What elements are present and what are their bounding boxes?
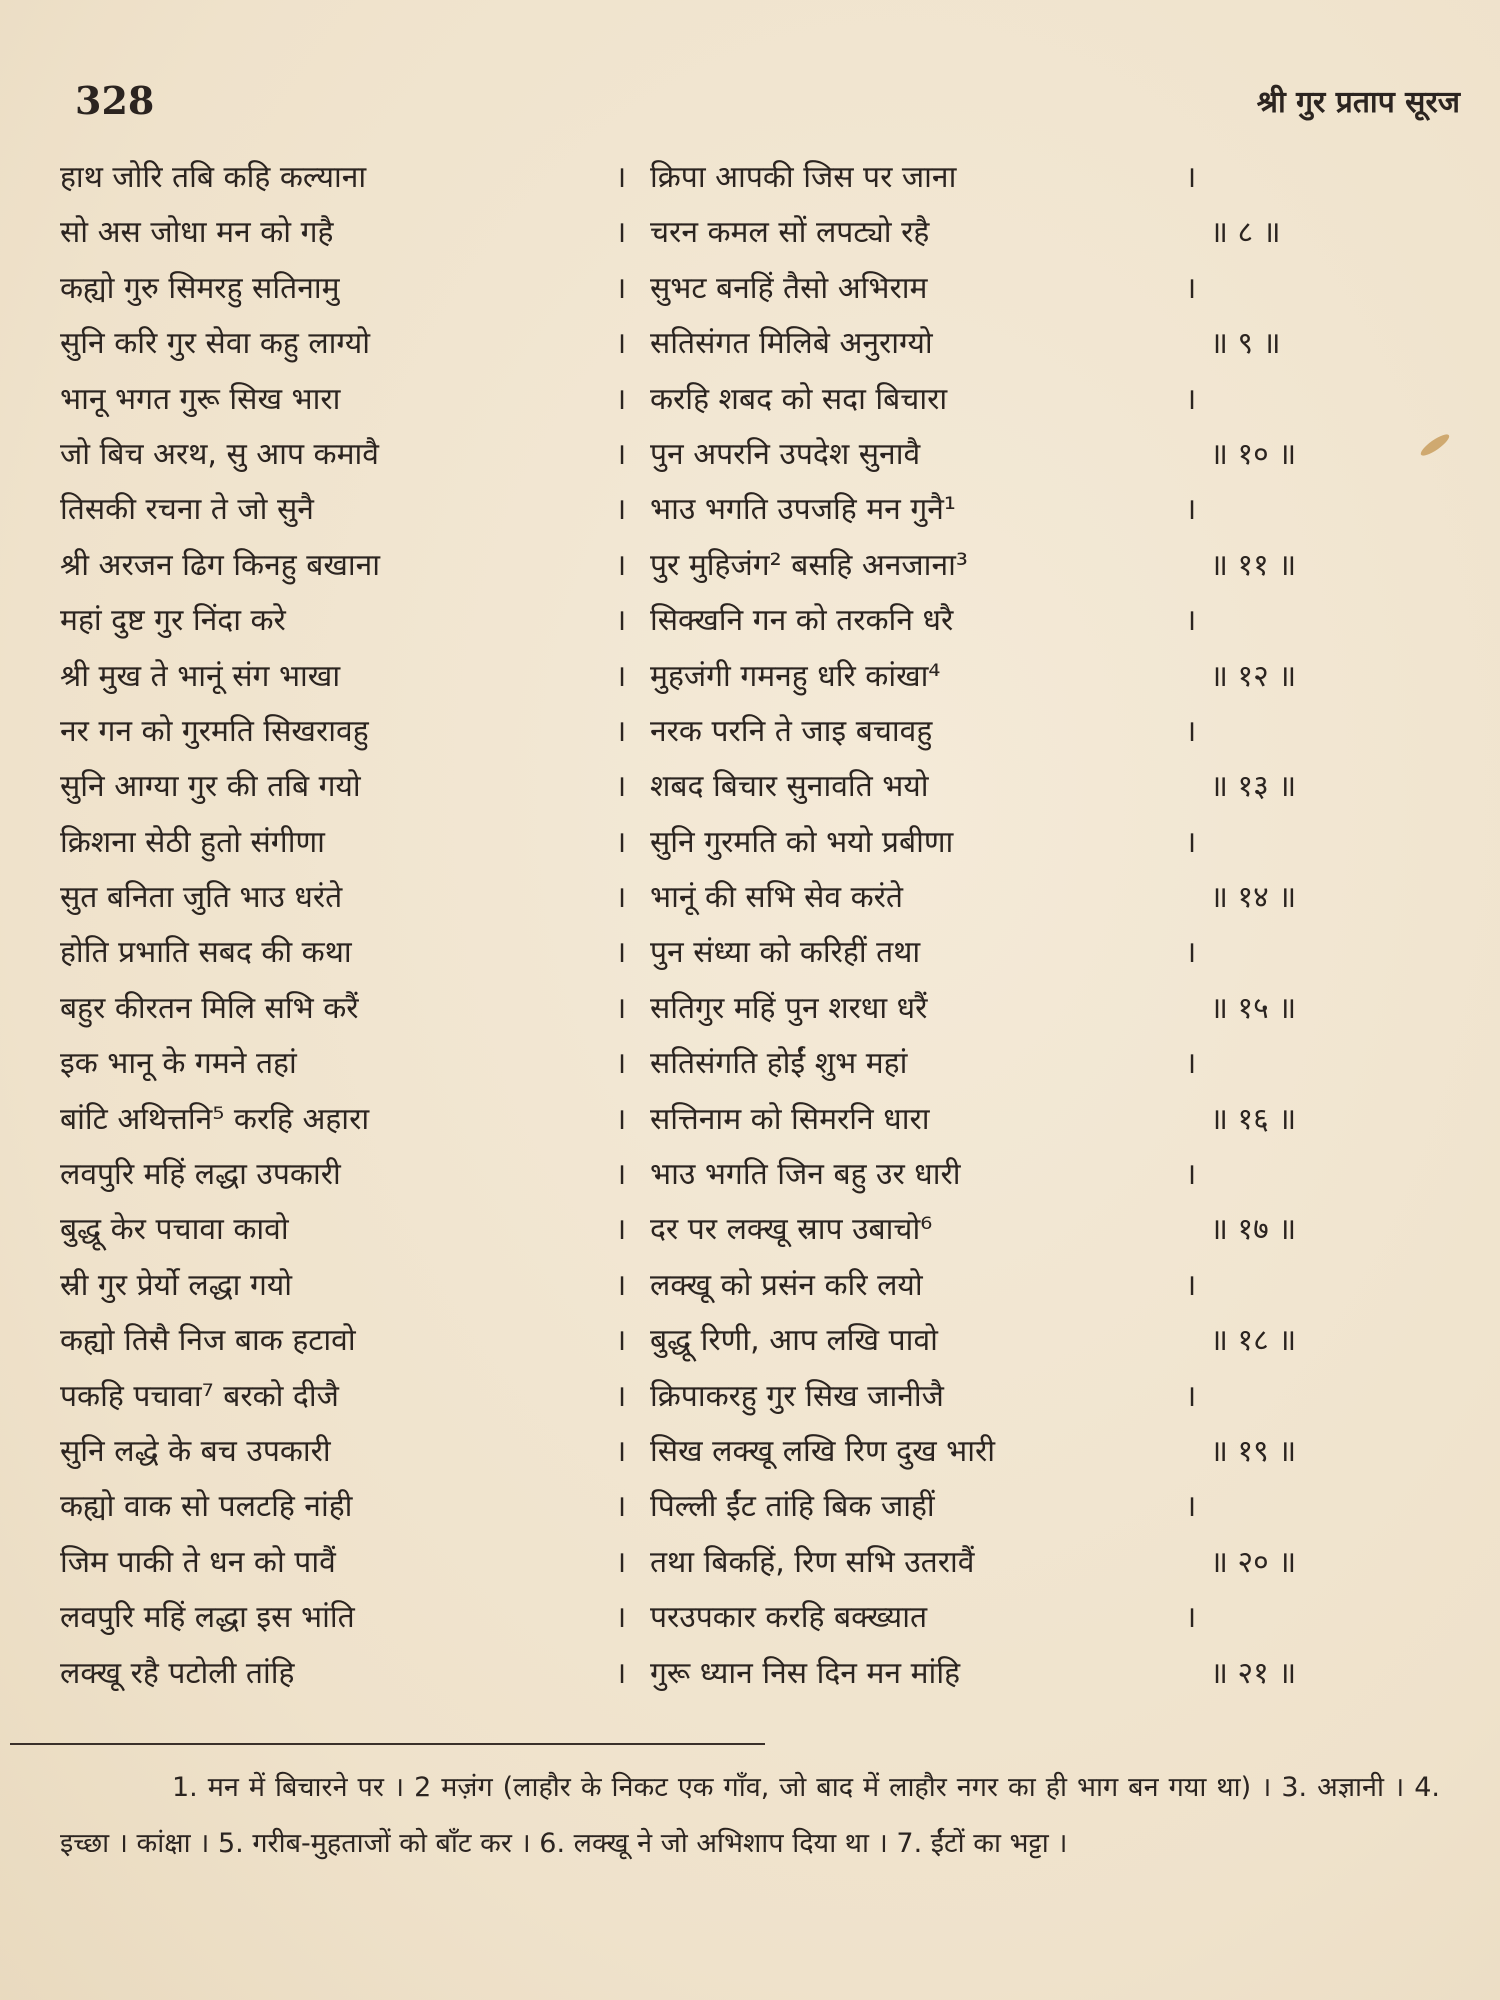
- verse-first-half: जो बिच अरथ, सु आप कमावै: [60, 436, 379, 472]
- verse-first-half: लक्खू रहै पटोली तांहि: [60, 1655, 295, 1691]
- verse-separator: ।: [615, 547, 627, 583]
- verse-line: [60, 815, 1300, 870]
- verse-line: [60, 870, 1300, 925]
- verse-number: ॥ १३ ॥: [1210, 769, 1297, 805]
- verse-end-mark: ।: [1185, 1489, 1197, 1525]
- page-number: 328: [75, 78, 155, 123]
- verse-first-half: सुत बनिता जुति भाउ धरंते: [60, 880, 343, 916]
- verse-first-half: कह्यो गुरु सिमरहु सतिनामु: [60, 270, 340, 306]
- verse-line: [60, 1479, 1300, 1534]
- verse-second-half: गुरू ध्यान निस दिन मन मांहि: [650, 1655, 961, 1691]
- verse-separator: ।: [615, 326, 627, 362]
- verse-separator: ।: [615, 658, 627, 694]
- verse-first-half: इक भानू के गमने तहां: [60, 1046, 297, 1082]
- verse-second-half: भानूं की सभि सेव करंते: [650, 880, 903, 916]
- verse-second-half: सतिसंगत मिलिबे अनुराग्यो: [650, 326, 933, 362]
- verse-separator: ।: [615, 215, 627, 251]
- verse-first-half: हाथ जोरि तबि कहि कल्याना: [60, 160, 367, 195]
- verse-second-half: भाउ भगति उपजहि मन गुनै¹: [650, 492, 956, 528]
- verse-separator: ।: [615, 603, 627, 639]
- verse-line: [60, 316, 1300, 371]
- verse-second-half: सत्तिनाम को सिमरनि धारा: [650, 1101, 930, 1137]
- verse-separator: ।: [615, 1544, 627, 1580]
- verse-line: [60, 1590, 1300, 1645]
- verse-separator: ।: [615, 1489, 627, 1525]
- verse-second-half: तथा बिकहिं, रिण सभि उतरावैं: [650, 1544, 975, 1580]
- verse-second-half: पुन संध्या को करिहीं तथा: [650, 935, 921, 971]
- verse-line: [60, 205, 1300, 260]
- verse-number: ॥ १४ ॥: [1210, 880, 1297, 916]
- verse-line: [60, 1646, 1300, 1701]
- verse-block: [60, 150, 1300, 1701]
- verse-first-half: स्री गुर प्रेर्यो लद्धा गयो: [60, 1267, 293, 1303]
- stain-mark: [1418, 431, 1452, 459]
- verse-second-half: क्रिपाकरहु गुर सिख जानीजै: [650, 1378, 944, 1414]
- verse-line: [60, 372, 1300, 427]
- verse-first-half: सुनि आग्या गुर की तबि गयो: [60, 769, 361, 805]
- verse-separator: ।: [615, 990, 627, 1026]
- verse-end-mark: ।: [1185, 1046, 1197, 1082]
- verse-separator: ।: [615, 1101, 627, 1137]
- verse-end-mark: ।: [1185, 1378, 1197, 1414]
- verse-end-mark: ।: [1185, 160, 1197, 195]
- verse-second-half: सिख लक्खू लखि रिण दुख भारी: [650, 1433, 996, 1469]
- verse-separator: ।: [615, 1600, 627, 1636]
- verse-number: ॥ ८ ॥: [1210, 215, 1281, 251]
- book-title: श्री गुर प्रताप सूरज: [1256, 85, 1460, 120]
- verse-second-half: सिक्खनि गन को तरकनि धरै: [650, 603, 954, 639]
- verse-line: [60, 759, 1300, 814]
- verse-line: [60, 150, 1300, 205]
- verse-line: [60, 1202, 1300, 1257]
- footnote-rule: [10, 1743, 765, 1745]
- verse-second-half: सतिगुर महिं पुन शरधा धरैं: [650, 990, 928, 1026]
- verse-second-half: सतिसंगति होईं शुभ महां: [650, 1046, 908, 1082]
- verse-line: [60, 261, 1300, 316]
- verse-separator: ।: [615, 160, 627, 195]
- verse-separator: ।: [615, 1046, 627, 1082]
- verse-line: [60, 427, 1300, 482]
- verse-separator: ।: [615, 1433, 627, 1469]
- verse-end-mark: ।: [1185, 492, 1197, 528]
- verse-second-half: दर पर लक्खू स्राप उबाचो⁶: [650, 1212, 933, 1248]
- verse-end-mark: ।: [1185, 935, 1197, 971]
- verse-separator: ।: [615, 713, 627, 749]
- verse-second-half: पिल्ली ईंट तांहि बिक जाहीं: [650, 1489, 935, 1525]
- verse-first-half: श्री अरजन ढिग किनहु बखाना: [60, 547, 381, 583]
- verse-first-half: जिम पाकी ते धन को पावैं: [60, 1544, 336, 1580]
- verse-line: [60, 1535, 1300, 1590]
- verse-end-mark: ।: [1185, 603, 1197, 639]
- verse-second-half: सुनि गुरमति को भयो प्रबीणा: [650, 824, 954, 860]
- verse-number: ॥ ९ ॥: [1210, 326, 1281, 362]
- verse-number: ॥ १० ॥: [1210, 436, 1297, 472]
- verse-second-half: परउपकार करहि बक्ख्यात: [650, 1600, 928, 1636]
- verse-number: ॥ १७ ॥: [1210, 1212, 1297, 1248]
- verse-second-half: शबद बिचार सुनावति भयो: [650, 769, 929, 805]
- verse-separator: ।: [615, 935, 627, 971]
- verse-second-half: पुर मुहिजंग² बसहि अनजाना³: [650, 547, 968, 583]
- verse-separator: ।: [615, 1323, 627, 1359]
- verse-end-mark: ।: [1185, 824, 1197, 860]
- verse-separator: ।: [615, 1378, 627, 1414]
- verse-line: [60, 593, 1300, 648]
- verse-separator: ।: [615, 1212, 627, 1248]
- verse-number: ॥ १९ ॥: [1210, 1433, 1297, 1469]
- verse-first-half: सो अस जोधा मन को गहै: [60, 215, 334, 251]
- verse-first-half: तिसकी रचना ते जो सुनै: [60, 492, 314, 528]
- verse-second-half: बुद्धू रिणी, आप लखि पावो: [650, 1323, 938, 1359]
- verse-first-half: लवपुरि महिं लद्धा उपकारी: [60, 1157, 341, 1193]
- verse-separator: ।: [615, 824, 627, 860]
- verse-separator: ।: [615, 769, 627, 805]
- verse-line: [60, 538, 1300, 593]
- verse-second-half: सुभट बनहिं तैसो अभिराम: [650, 270, 928, 306]
- verse-line: [60, 1258, 1300, 1313]
- verse-line: [60, 981, 1300, 1036]
- verse-separator: ।: [615, 1655, 627, 1691]
- verse-line: [60, 1147, 1300, 1202]
- verse-separator: ।: [615, 492, 627, 528]
- verse-number: ॥ १६ ॥: [1210, 1101, 1297, 1137]
- verse-line: [60, 649, 1300, 704]
- verse-number: ॥ १५ ॥: [1210, 990, 1297, 1026]
- verse-line: [60, 704, 1300, 759]
- footnote-text: 1. मन में बिचारने पर । 2 मज़ंग (लाहौर के निकट एक गाँव, जो बाद में लाहौर नगर का ही भाग बन गया था) । 3. अज्ञानी । 4. इच्छा । कांक्षा । 5. गरीब-मुहताजों को बाँट कर । 6. लक्खू ने जो अभिशाप दिया था । 7. ईंटों का भट्टा ।: [60, 1772, 1440, 1859]
- verse-separator: ।: [615, 1157, 627, 1193]
- verse-separator: ।: [615, 381, 627, 417]
- verse-first-half: कह्यो वाक सो पलटहि नांही: [60, 1489, 353, 1525]
- verse-end-mark: ।: [1185, 1267, 1197, 1303]
- verse-first-half: श्री मुख ते भानूं संग भाखा: [60, 658, 341, 694]
- verse-line: [60, 482, 1300, 537]
- verse-first-half: पकहि पचावा⁷ बरको दीजै: [60, 1378, 339, 1414]
- verse-line: [60, 1036, 1300, 1091]
- verse-end-mark: ।: [1185, 1600, 1197, 1636]
- verse-line: [60, 1424, 1300, 1479]
- verse-first-half: क्रिशना सेठी हुतो संगीणा: [60, 824, 325, 860]
- verse-second-half: मुहजंगी गमनहु धरि कांखा⁴: [650, 658, 941, 694]
- verse-first-half: कह्यो तिसै निज बाक हटावो: [60, 1323, 356, 1359]
- verse-first-half: लवपुरि महिं लद्धा इस भांति: [60, 1600, 355, 1636]
- verse-second-half: पुन अपरनि उपदेश सुनावै: [650, 436, 921, 472]
- verse-second-half: क्रिपा आपकी जिस पर जाना: [650, 160, 957, 195]
- verse-number: ॥ १८ ॥: [1210, 1323, 1297, 1359]
- verse-separator: ।: [615, 436, 627, 472]
- verse-end-mark: ।: [1185, 713, 1197, 749]
- verse-second-half: नरक परनि ते जाइ बचावहु: [650, 713, 933, 749]
- verse-end-mark: ।: [1185, 381, 1197, 417]
- verse-number: ॥ २० ॥: [1210, 1544, 1297, 1580]
- verse-second-half: करहि शबद को सदा बिचारा: [650, 381, 948, 417]
- verse-second-half: लक्खू को प्रसंन करि लयो: [650, 1267, 923, 1303]
- verse-first-half: सुनि लद्धे के बच उपकारी: [60, 1433, 331, 1469]
- verse-separator: ।: [615, 1267, 627, 1303]
- verse-second-half: चरन कमल सों लपट्यो रहै: [650, 215, 930, 251]
- verse-number: ॥ ११ ॥: [1210, 547, 1297, 583]
- verse-first-half: भानू भगत गुरू सिख भारा: [60, 381, 341, 417]
- verse-separator: ।: [615, 270, 627, 306]
- verse-line: [60, 925, 1300, 980]
- verse-first-half: सुनि करि गुर सेवा कहु लाग्यो: [60, 326, 371, 362]
- verse-line: [60, 1313, 1300, 1368]
- verse-end-mark: ।: [1185, 270, 1197, 306]
- verse-separator: ।: [615, 880, 627, 916]
- verse-number: ॥ १२ ॥: [1210, 658, 1297, 694]
- verse-number: ॥ २१ ॥: [1210, 1655, 1297, 1691]
- verse-second-half: भाउ भगति जिन बहु उर धारी: [650, 1157, 961, 1193]
- verse-first-half: बांटि अथित्तनि⁵ करहि अहारा: [60, 1101, 370, 1137]
- verse-line: [60, 1092, 1300, 1147]
- verse-first-half: नर गन को गुरमति सिखरावहु: [60, 713, 369, 749]
- page-header: [75, 78, 1460, 128]
- verse-first-half: बहुर कीरतन मिलि सभि करैं: [60, 990, 359, 1026]
- verse-end-mark: ।: [1185, 1157, 1197, 1193]
- verse-first-half: बुद्धू केर पचावा कावो: [60, 1212, 289, 1248]
- verse-line: [60, 1369, 1300, 1424]
- verse-first-half: होति प्रभाति सबद की कथा: [60, 935, 352, 971]
- footnotes: [60, 1760, 1440, 1872]
- verse-first-half: महां दुष्ट गुर निंदा करे: [60, 603, 286, 639]
